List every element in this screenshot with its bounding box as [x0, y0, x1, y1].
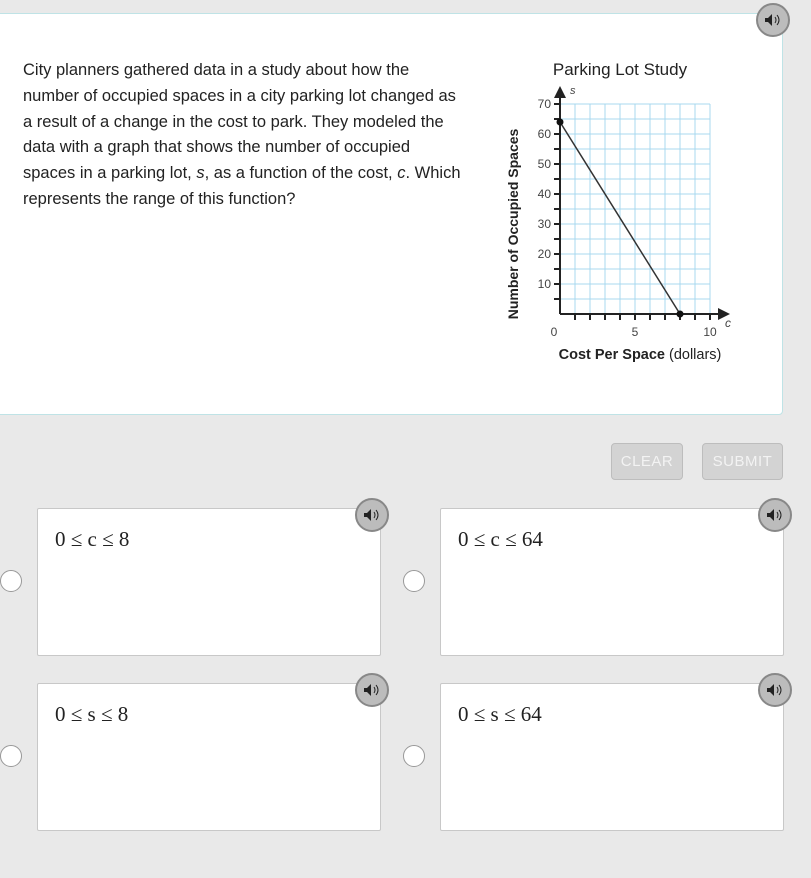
speaker-icon: [363, 508, 381, 522]
chart-title: Parking Lot Study: [552, 60, 688, 79]
answer-radio-1[interactable]: [0, 570, 22, 592]
x-tick-label: 0: [550, 325, 558, 339]
y-axis-arrow: [554, 86, 566, 98]
clear-button[interactable]: CLEAR: [611, 443, 683, 480]
x-axis-label-bold: Cost Per Space: [558, 347, 666, 363]
speaker-button-answer-4[interactable]: [758, 673, 792, 707]
var-c: c: [397, 164, 406, 183]
y-tick-label: 20: [537, 247, 551, 261]
y-tick-label: 30: [537, 217, 551, 231]
x-axis-label-unit: (dollars): [669, 347, 722, 363]
answer-label: 0 ≤ s ≤ 64: [458, 702, 542, 726]
answer-label: 0 ≤ c ≤ 64: [458, 527, 543, 551]
answer-option-2[interactable]: [440, 508, 784, 656]
answer-option-3[interactable]: [37, 683, 381, 831]
speaker-button-answer-3[interactable]: [355, 673, 389, 707]
answer-radio-3[interactable]: [0, 745, 22, 767]
data-point: [557, 119, 564, 126]
speaker-icon: [766, 508, 784, 522]
y-tick-label: 40: [537, 187, 551, 201]
answer-radio-2[interactable]: [403, 570, 425, 592]
x-axis-label: [559, 347, 722, 363]
question-text-part: , as a function of the cost,: [204, 164, 398, 183]
parking-lot-chart: [0, 14, 782, 414]
speaker-icon: [766, 683, 784, 697]
x-tick-label: 5: [631, 325, 639, 339]
x-tick-label: 10: [703, 325, 717, 339]
y-tick-label: 70: [537, 97, 551, 111]
question-card: [0, 13, 783, 415]
answer-radio-4[interactable]: [403, 745, 425, 767]
y-tick-label: 50: [537, 157, 551, 171]
answer-option-4[interactable]: [440, 683, 784, 831]
y-tick-label: 10: [537, 277, 551, 291]
y-axis-label: Number of Occupied Spaces: [505, 128, 521, 320]
speaker-icon: [363, 683, 381, 697]
y-tick-label: 60: [537, 127, 551, 141]
answer-option-1[interactable]: [37, 508, 381, 656]
speaker-button-answer-2[interactable]: [758, 498, 792, 532]
var-s: s: [196, 164, 205, 183]
speaker-button-question[interactable]: [756, 3, 790, 37]
data-point: [677, 311, 684, 318]
x-var-label: c: [725, 316, 731, 330]
question-text-part: . Which represents the range of this function?: [23, 164, 461, 208]
submit-button[interactable]: SUBMIT: [702, 443, 783, 480]
y-var-label: s: [570, 85, 576, 97]
speaker-button-answer-1[interactable]: [355, 498, 389, 532]
speaker-icon: [764, 13, 782, 27]
answer-label: 0 ≤ c ≤ 8: [55, 527, 130, 551]
question-text-part: City planners gathered data in a study about how the number of occupied spaces in a city parking lot changed as a result of a change in the cost to park. They modeled the data with a graph that shows the number of occupied spaces in a parking lot,: [23, 61, 456, 183]
answer-label: 0 ≤ s ≤ 8: [55, 702, 129, 726]
